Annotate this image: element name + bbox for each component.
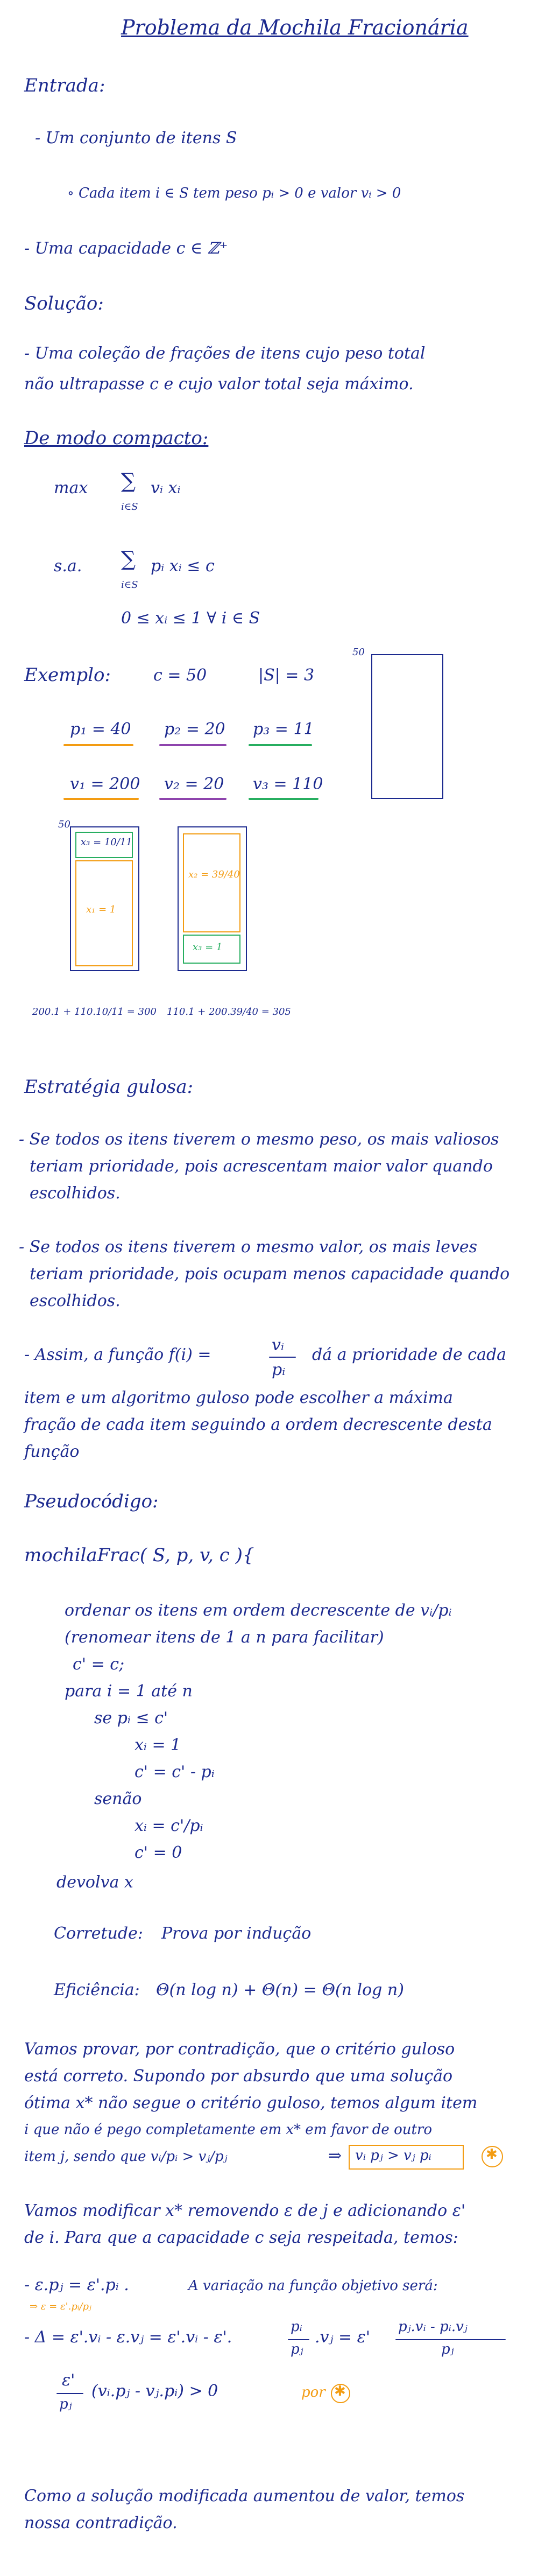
gulosa-paragraph-3-start: - Assim, a função f(i) =: [24, 1345, 211, 1364]
gulosa-paragraph-1-line-1: - Se todos os itens tiverem o mesmo peso, os mais valiosos: [19, 1130, 499, 1149]
equation-3: (vᵢ.pⱼ - vⱼ.pᵢ) > 0: [91, 2382, 218, 2400]
weight-item-3-underline: [249, 744, 312, 746]
prova-conclusion-line-1: Como a solução modificada aumentou de valor, temos: [24, 2487, 465, 2505]
pseudo-line-7: c' = c' - pᵢ: [134, 1763, 215, 1781]
exemplo-heading: Exemplo:: [24, 664, 111, 686]
knapsack-1-capacity: 50: [58, 819, 70, 830]
knapsack-1-x1-label: x₁ = 1: [86, 904, 116, 915]
bounds-expression: 0 ≤ xᵢ ≤ 1 ∀ i ∈ S: [121, 609, 260, 628]
weight-item-1-underline: [63, 744, 133, 746]
weight-item-2: p₂ = 20: [164, 720, 225, 739]
equation-2-fraction-2-numerator: pⱼ.vᵢ - pᵢ.vⱼ: [398, 2319, 468, 2335]
gulosa-paragraph-1-line-3: escolhidos.: [30, 1184, 121, 1203]
priority-fraction-bar: [269, 1357, 296, 1358]
entrada-item-3: - Uma capacidade c ∈ ℤ⁺: [24, 239, 228, 258]
equation-3-fraction-denominator: pⱼ: [59, 2396, 72, 2412]
key-inequality: vᵢ pⱼ > vⱼ pᵢ: [355, 2147, 431, 2164]
empty-knapsack: [371, 654, 443, 799]
prova-paragraph-1-line-3: ótima x* não segue o critério guloso, temos algum item: [24, 2094, 478, 2112]
equation-2-middle: .vⱼ = ε': [315, 2328, 370, 2347]
pseudo-line-5: se pᵢ ≤ c': [94, 1709, 168, 1728]
equation-2-fraction-1-denominator: pⱼ: [291, 2341, 303, 2357]
gulosa-paragraph-2-line-2: teriam prioridade, pois ocupam menos capacidade quando: [30, 1265, 510, 1283]
value-item-3-underline: [249, 798, 318, 800]
star-marker-icon: ✱: [486, 2146, 498, 2163]
equation-3-por: por: [301, 2384, 325, 2400]
value-item-3: v₃ = 110: [253, 775, 323, 794]
value-item-2-underline: [159, 798, 226, 800]
knapsack-2-x2-label: x₂ = 39/40: [188, 869, 240, 880]
equation-2-fraction-2-denominator: pⱼ: [441, 2341, 454, 2357]
knapsack-2-x3-label: x₃ = 1: [193, 942, 223, 953]
priority-fraction-denominator: pᵢ: [272, 1360, 286, 1379]
pseudo-heading: Pseudocódigo:: [24, 1491, 159, 1512]
gulosa-paragraph-3-end: dá a prioridade de cada: [312, 1345, 507, 1364]
weight-item-1: p₁ = 40: [70, 720, 131, 739]
subject-to-label: s.a.: [54, 557, 82, 575]
value-item-1: v₁ = 200: [70, 775, 140, 794]
equation-2-fraction-1-numerator: pᵢ: [291, 2319, 302, 2335]
prova-paragraph-2-line-1: Vamos modificar x* removendo ε de j e adicionando ε': [24, 2201, 466, 2220]
empty-knapsack-capacity: 50: [352, 647, 365, 658]
pseudo-line-4: para i = 1 até n: [65, 1682, 193, 1701]
solucao-line-1: - Uma coleção de frações de itens cujo peso total: [24, 344, 426, 363]
solucao-heading: Solução:: [24, 293, 104, 314]
knapsack-1-x3-label: x₃ = 10/11: [81, 837, 132, 848]
knapsack-2-item-1-fraction: [183, 833, 240, 932]
equation-3-fraction-numerator: ε': [62, 2371, 75, 2390]
corretude-label: Corretude:: [54, 1924, 143, 1943]
eficiencia-value: Θ(n log n) + Θ(n) = Θ(n log n): [156, 1981, 404, 1999]
eficiencia-label: Eficiência:: [54, 1981, 140, 1999]
value-item-2: v₂ = 20: [164, 775, 224, 794]
gulosa-heading: Estratégia gulosa:: [24, 1076, 194, 1098]
item-count: |S| = 3: [258, 666, 315, 685]
objective-expression: vᵢ xᵢ: [151, 479, 181, 497]
sum-symbol-objective: ∑: [121, 469, 136, 493]
entrada-item-1: - Um conjunto de itens S: [35, 129, 237, 148]
prova-paragraph-1-line-2: está correto. Supondo por absurdo que uma solução: [24, 2067, 453, 2086]
pseudo-line-2: (renomear itens de 1 a n para facilitar): [65, 1628, 384, 1647]
sum-index-constraint: i∈S: [121, 579, 138, 591]
solution-2-value: 110.1 + 200.39/40 = 305: [167, 1006, 291, 1017]
prova-paragraph-1-line-1: Vamos provar, por contradição, que o critério guloso: [24, 2040, 455, 2059]
implies-symbol: ⇒: [328, 2146, 342, 2165]
pseudo-line-1: ordenar os itens em ordem decrescente de vᵢ/pᵢ: [65, 1601, 452, 1620]
gulosa-paragraph-3-line-4: função: [24, 1442, 80, 1461]
prova-paragraph-1-line-5: item j, sendo que vᵢ/pᵢ > vⱼ/pⱼ: [24, 2149, 228, 2165]
objective-max: max: [54, 479, 88, 497]
pseudo-line-3: c' = c;: [73, 1655, 125, 1674]
entrada-heading: Entrada:: [24, 75, 105, 96]
prova-paragraph-2-line-2: de i. Para que a capacidade c seja respeitada, temos:: [24, 2228, 458, 2247]
equation-2-fraction-2-bar: [395, 2339, 506, 2340]
sum-symbol-constraint: ∑: [121, 547, 136, 571]
compacto-heading: De modo compacto:: [24, 427, 209, 449]
gulosa-paragraph-2-line-1: - Se todos os itens tiverem o mesmo valor, os mais leves: [19, 1238, 478, 1257]
gulosa-paragraph-1-line-2: teriam prioridade, pois acrescentam maior valor quando: [30, 1157, 493, 1176]
weight-item-2-underline: [159, 744, 226, 746]
pseudo-signature: mochilaFrac( S, p, v, c ){: [24, 1545, 254, 1566]
equation-2-start: - Δ = ε'.vᵢ - ε.vⱼ = ε'.vᵢ - ε'.: [24, 2328, 232, 2347]
pseudo-line-10: c' = 0: [134, 1843, 182, 1862]
equation-2-fraction-1-bar: [288, 2339, 309, 2340]
solution-1-value: 200.1 + 110.10/11 = 300: [32, 1006, 157, 1017]
entrada-item-2: ∘ Cada item i ∈ S tem peso pᵢ > 0 e valor vᵢ > 0: [67, 185, 401, 201]
constraint-expression: pᵢ xᵢ ≤ c: [151, 557, 215, 575]
gulosa-paragraph-3-line-3: fração de cada item seguindo a ordem decrescente desta: [24, 1415, 492, 1434]
page-title: Problema da Mochila Fracionária: [121, 16, 469, 39]
equation-1-description: A variação na função objetivo será:: [188, 2278, 438, 2294]
prova-conclusion-line-2: nossa contradição.: [24, 2514, 178, 2532]
weight-item-3: p₃ = 11: [253, 720, 314, 739]
pseudo-line-6: xᵢ = 1: [134, 1736, 181, 1754]
equation-1: - ε.pⱼ = ε'.pᵢ .: [24, 2276, 129, 2294]
gulosa-paragraph-2-line-3: escolhidos.: [30, 1291, 121, 1310]
pseudo-line-11: devolva x: [56, 1873, 133, 1892]
sum-index-objective: i∈S: [121, 501, 138, 513]
prova-paragraph-1-line-4: i que não é pego completamente em x* em favor de outro: [24, 2122, 432, 2138]
priority-fraction-numerator: vᵢ: [272, 1336, 284, 1354]
gulosa-paragraph-3-line-2: item e um algoritmo guloso pode escolher a máxima: [24, 1388, 453, 1407]
star-reference-icon: ✱: [334, 2383, 346, 2399]
equation-3-fraction-bar: [56, 2393, 83, 2394]
pseudo-line-8: senão: [94, 1789, 142, 1808]
solucao-line-2: não ultrapasse c e cujo valor total seja máximo.: [24, 375, 414, 394]
capacity-value: c = 50: [153, 666, 207, 685]
value-item-1-underline: [63, 798, 139, 800]
corretude-value: Prova por indução: [161, 1924, 312, 1943]
pseudo-line-9: xᵢ = c'/pᵢ: [134, 1816, 203, 1835]
equation-1-note: ⇒ ε = ε'.pᵢ/pⱼ: [30, 2301, 91, 2312]
